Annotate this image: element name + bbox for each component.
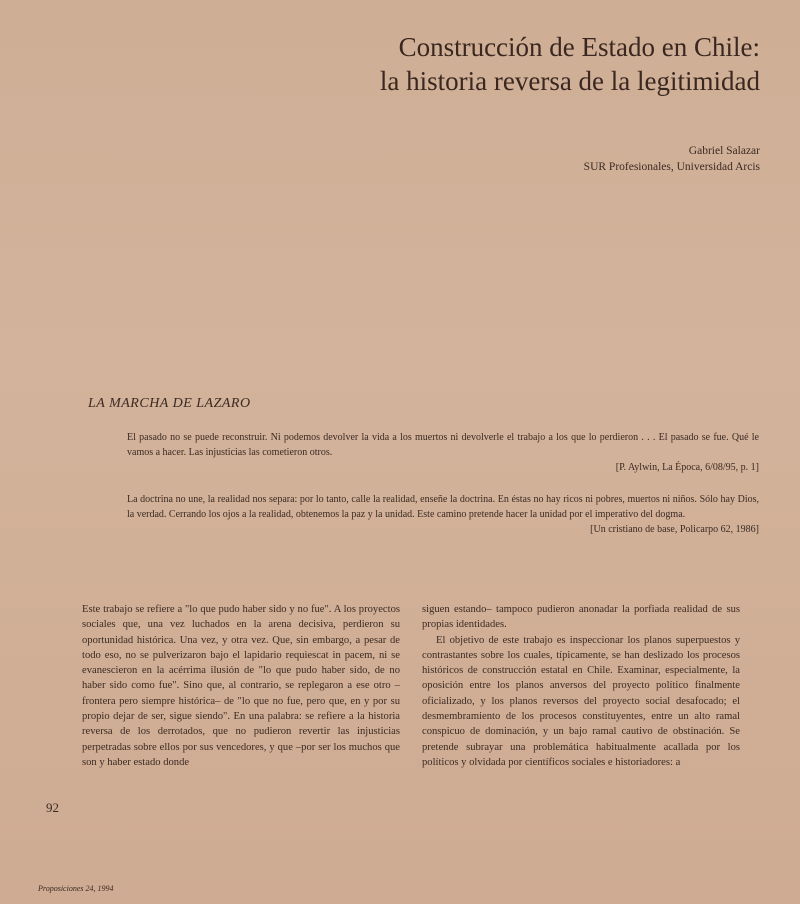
author-name: Gabriel Salazar	[688, 145, 760, 157]
author-affiliation: SUR Profesionales, Universidad Arcis	[583, 161, 760, 173]
epigraph-text: El pasado no se puede reconstruir. Ni podemos devolver la vida a los muertos ni devolverle el trabajo a los que lo perdieron . . . El pasado se fue. Qué le vamos a hacer. Las injusticias las cometieron otros.	[127, 432, 759, 458]
body-paragraph: siguen estando– tampoco pudieron anonadar la porfiada realidad de sus propias identidades.	[422, 604, 740, 631]
epigraph-text: La doctrina no une, la realidad nos separa: por lo tanto, calle la realidad, enseñe la doctrina. En éstas no hay ricos ni pobres, muertos ni niños. Sólo hay Dios, la verdad. Cerrando los ojos a la realidad, obtenemos la paz y la unidad. Este camino pretende hacer la unidad por el imperativo del dogma.	[127, 494, 759, 520]
epigraph-source: [Un cristiano de base, Policarpo 62, 1986]	[590, 524, 759, 535]
author-block	[584, 143, 760, 175]
page-number: 92	[46, 800, 59, 815]
epigraph-source: [P. Aylwin, La Época, 6/08/95, p. 1]	[615, 462, 759, 473]
body-paragraph: El objetivo de este trabajo es inspeccionar los planos superpuestos y contrastantes sobre los cuales, típicamente, se han deslizado los procesos históricos de construcción estatal en Chile. Examinar, especialmente, la oposición entre los planos anversos del proyecto político finalmente oficializado, y los planos reversos del proyecto social desafocado; el desmembramiento de los procesos constituyentes, entre un alto ramal conspicuo de dominación, y un bajo ramal cautivo de obstinación. Se pretende subrayar una problemática habitualmente acallada por los políticos y olvidada por científicos sociales e historiadores: a	[422, 634, 740, 768]
title-line-1: Construcción de Estado en Chile:	[398, 32, 760, 62]
body-paragraph: Este trabajo se refiere a "lo que pudo haber sido y no fue". A los proyectos sociales que, una vez luchados en la arena decisiva, perdieron su oportunidad histórica. Una vez, y otra vez. Que, sin embargo, a pesar de todo eso, no se pulverizaron bajo el lapidario requiescat in pacem, ni se evanescieron en la acérrima ilusión de "lo que pudo haber sido, de no haber sido como fue". Sino que, al contrario, se replegaron a ese otro –frontera pero siempre histórica– de "lo que no fue, pero que, en y por su propio dejar de ser, sigue siendo". En una palabra: se refiere a la historia reversa de los derrotados, que no pudieron revertir las injusticias perpetradas sobre ellos por sus vencedores, y que –por ser los muchos que son y haber estado donde	[82, 604, 400, 768]
footer: Proposiciones 24, 1994	[38, 884, 114, 893]
title-line-2: la historia reversa de la legitimidad	[379, 66, 760, 96]
body-column-right	[422, 602, 740, 770]
epigraph	[127, 492, 759, 537]
section-heading: LA MARCHA DE LAZARO	[88, 396, 251, 411]
article-title	[380, 30, 760, 98]
body-column-left	[82, 602, 400, 770]
epigraph	[127, 430, 759, 475]
